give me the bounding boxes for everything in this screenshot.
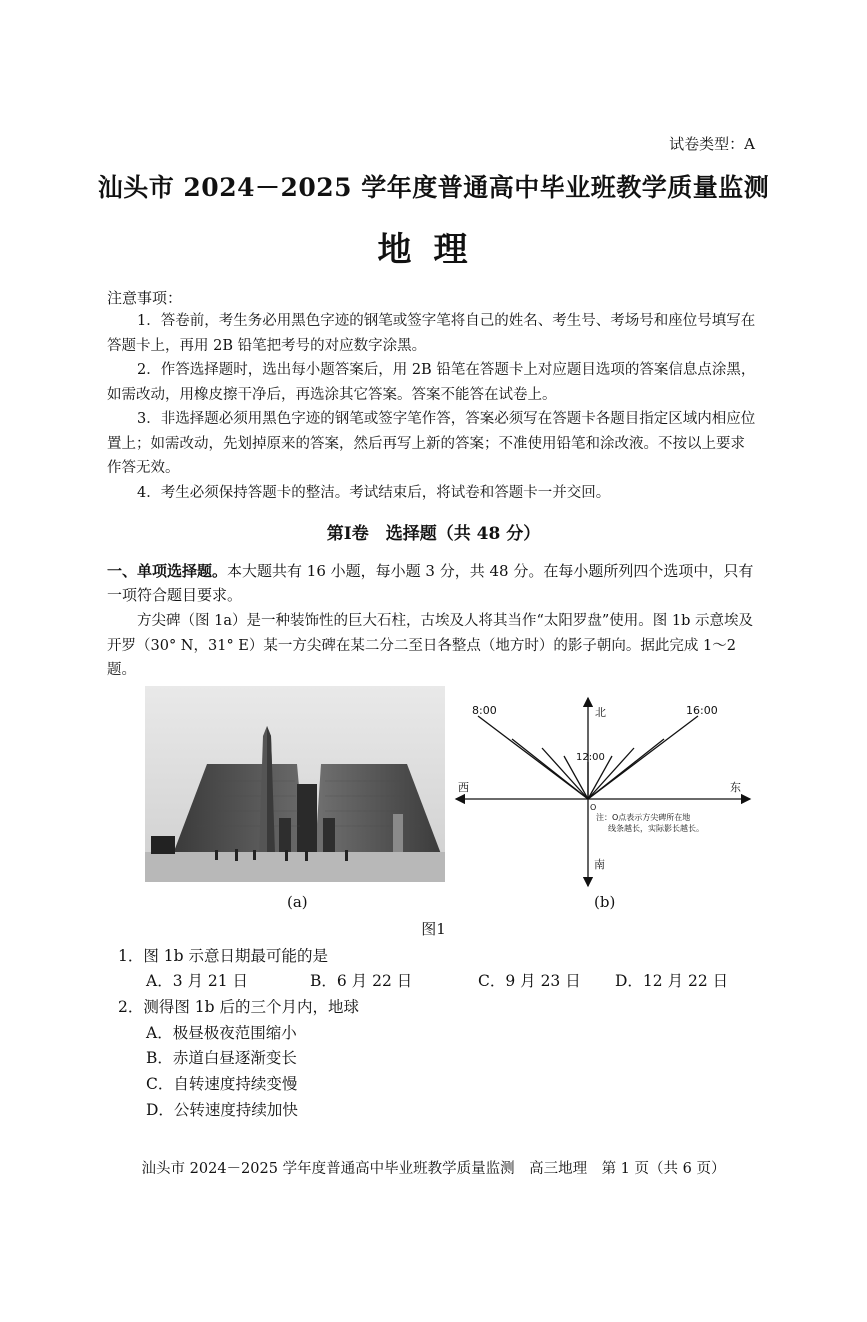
part-instructions: [107, 559, 767, 607]
question-1-option-c: C．9 月 23 日: [478, 972, 581, 990]
question-1-option-d: D．12 月 22 日: [615, 972, 729, 990]
part-text: 本大题共有 16 小题，每小题 3 分，共 48 分。在每小题所列四个选项中，只有一项符合题目要求。: [107, 562, 754, 604]
question-2-option-c: C．自转速度持续变慢: [146, 1075, 298, 1093]
exam-title: 汕头市 2024－2025 学年度普通高中毕业班教学质量监测: [97, 173, 770, 202]
question-2-option-d: D．公转速度持续加快: [146, 1101, 298, 1119]
label-origin: O: [590, 803, 597, 812]
question-1-stem: 1．图 1b 示意日期最可能的是: [118, 947, 329, 965]
label-1200: 12:00: [576, 752, 605, 763]
section-title: 第Ⅰ卷 选择题（共 48 分）: [326, 524, 541, 544]
label-west: 西: [458, 781, 469, 794]
diagram-note-2: 线条越长，实际影长越长。: [608, 824, 704, 833]
notes-heading: 注意事项：: [107, 289, 183, 307]
figure-label-a: (a): [287, 893, 308, 911]
shadow-diagram: [450, 692, 760, 892]
label-south: 南: [594, 858, 605, 871]
label-0800: 8:00: [472, 704, 497, 717]
label-1600: 16:00: [686, 704, 718, 717]
note-item-3: 3．非选择题必须用黑色字迹的钢笔或签字笔作答，答案必须写在答题卡各题目指定区域内相应位置上；如需改动，先划掉原来的答案，然后再写上新的答案；不准使用铅笔和涂改液。不按以上要求作答无效。: [107, 411, 756, 476]
note-item-2: 2．作答选择题时，选出每小题答案后，用 2B 铅笔在答题卡上对应题目选项的答案信息点涂黑，如需改动，用橡皮擦干净后，再选涂其它答案。答案不能答在试卷上。: [107, 362, 756, 403]
figure-caption: 图1: [421, 920, 446, 938]
subject-title: 地理: [377, 230, 490, 270]
question-2-option-a: A．极昼极夜范围缩小: [146, 1024, 297, 1042]
question-2-stem: 2．测得图 1b 后的三个月内，地球: [118, 998, 360, 1016]
shadow-line-0900: [512, 739, 588, 799]
part-label: 一、单项选择题。: [107, 562, 228, 580]
figure-label-b: (b): [594, 893, 616, 911]
label-north: 北: [595, 706, 606, 719]
passage: 方尖碑（图 1a）是一种装饰性的巨大石柱，古埃及人将其当作“太阳罗盘”使用。图 1b 示意埃及开罗（30° N，31° E）某一方尖碑在某二分二至日各整点（地方时）的影子朝向。据此完成 1～2 题。: [107, 613, 754, 678]
question-2-option-b: B．赤道白昼逐渐变长: [146, 1049, 297, 1067]
note-item-1: 1．答卷前，考生务必用黑色字迹的钢笔或签字笔将自己的姓名、考生号、考场号和座位号填写在答题卡上，再用 2B 铅笔把考号的对应数字涂黑。: [107, 313, 756, 354]
question-1-option-a: A．3 月 21 日: [146, 972, 249, 990]
diagram-note-1: 注：O点表示方尖碑所在地: [596, 813, 691, 822]
obelisk-photo: [145, 686, 445, 882]
label-east: 东: [730, 781, 741, 794]
exam-type: 试卷类型：A: [669, 135, 755, 153]
question-1-option-b: B．6 月 22 日: [310, 972, 413, 990]
note-item-4: 4．考生必须保持答题卡的整洁。考试结束后，将试卷和答题卡一并交回。: [137, 485, 611, 501]
page-footer: 汕头市 2024－2025 学年度普通高中毕业班教学质量监测 高三地理 第 1 页（共 6 页）: [141, 1161, 726, 1177]
